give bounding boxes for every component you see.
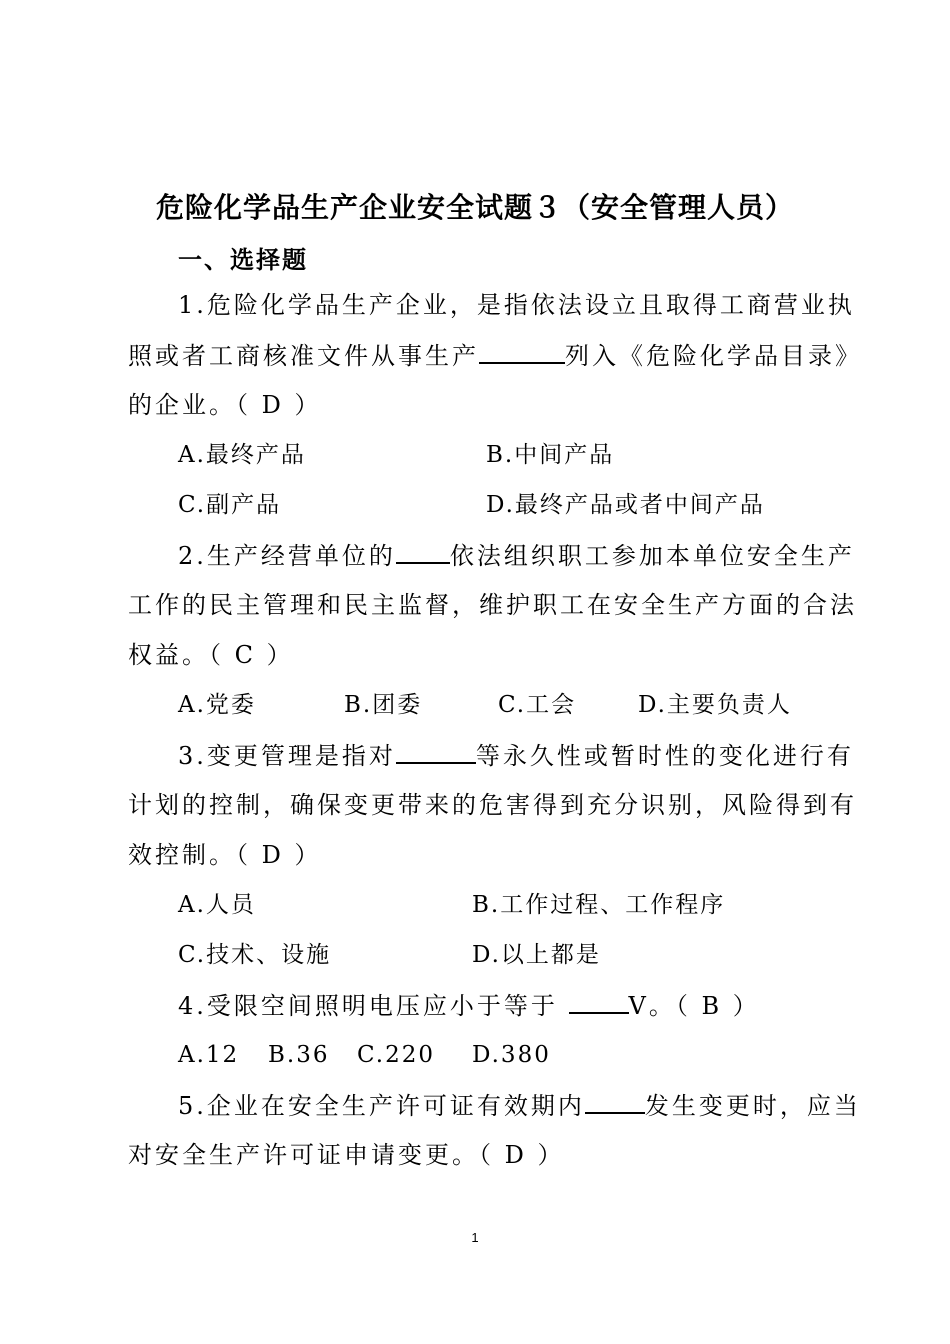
q5-line-1 [178,1090,861,1121]
q1-option-d: D.最终产品或者中间产品 [486,492,765,518]
q5-line-1-rest: 发生变更时，应当 [644,1092,861,1120]
q3-option-b: B.工作过程、工作程序 [472,892,726,918]
q4-option-b: B.36 [268,1042,330,1068]
q3-blank [396,740,476,764]
q2-option-c: C.工会 [498,692,577,718]
q2-option-d: D.主要负责人 [638,692,792,718]
q3-option-c: C.技术、设施 [178,942,332,968]
q4-option-a: A.12 [178,1042,240,1068]
q2-blank [396,540,450,564]
q4-option-d: D.380 [472,1042,551,1068]
q4-line-1 [178,990,760,1021]
q1-line-1: 1.危险化学品生产企业，是指依法设立且取得工商营业执 [178,291,855,319]
section-heading: 一、选择题 [178,246,308,274]
q1-option-a: A.最终产品 [178,442,306,468]
q3-option-d: D.以上都是 [472,942,601,968]
document-title: 危险化学品生产企业安全试题３（安全管理人员） [155,191,794,224]
q1-line-2-rest: 列入《危险化学品目录》 [565,342,862,370]
q2-line-1 [178,540,855,571]
q1-line-2 [128,340,862,371]
q3-option-a: A.人员 [178,892,256,918]
q4-blank [569,990,629,1014]
q3-line-3: 效控制。（ D ） [128,841,322,869]
q1-line-2-text: 照或者工商核准文件从事生产 [128,342,479,370]
q4-option-c: C.220 [357,1042,435,1068]
q4-line-1-rest: V。（ B ） [628,992,760,1020]
q3-line-1 [178,740,854,771]
q1-option-c: C.副产品 [178,492,282,518]
q5-line-1-text: 5.企业在安全生产许可证有效期内 [178,1092,585,1120]
q2-option-b: B.团委 [344,692,423,718]
q1-line-3: 的企业。（ D ） [128,391,322,419]
q1-option-b: B.中间产品 [486,442,615,468]
q2-line-1-text: 2.生产经营单位的 [178,542,396,570]
q2-line-2: 工作的民主管理和民主监督，维护职工在安全生产方面的合法 [128,591,857,619]
q2-option-a: A.党委 [178,692,256,718]
q2-line-1-rest: 依法组织职工参加本单位安全生产 [449,542,855,570]
q4-line-1-text: 4.受限空间照明电压应小于等于 [178,992,569,1020]
q5-line-2: 对安全生产许可证申请变更。（ D ） [128,1141,565,1169]
q3-line-1-text: 3.变更管理是指对 [178,742,396,770]
q2-line-3: 权益。（ C ） [128,641,294,669]
q1-blank [479,340,565,364]
q5-blank [585,1090,645,1114]
q3-line-1-rest: 等永久性或暂时性的变化进行有 [475,742,854,770]
page-number: 1 [471,1230,479,1245]
q3-line-2: 计划的控制，确保变更带来的危害得到充分识别，风险得到有 [128,791,857,819]
